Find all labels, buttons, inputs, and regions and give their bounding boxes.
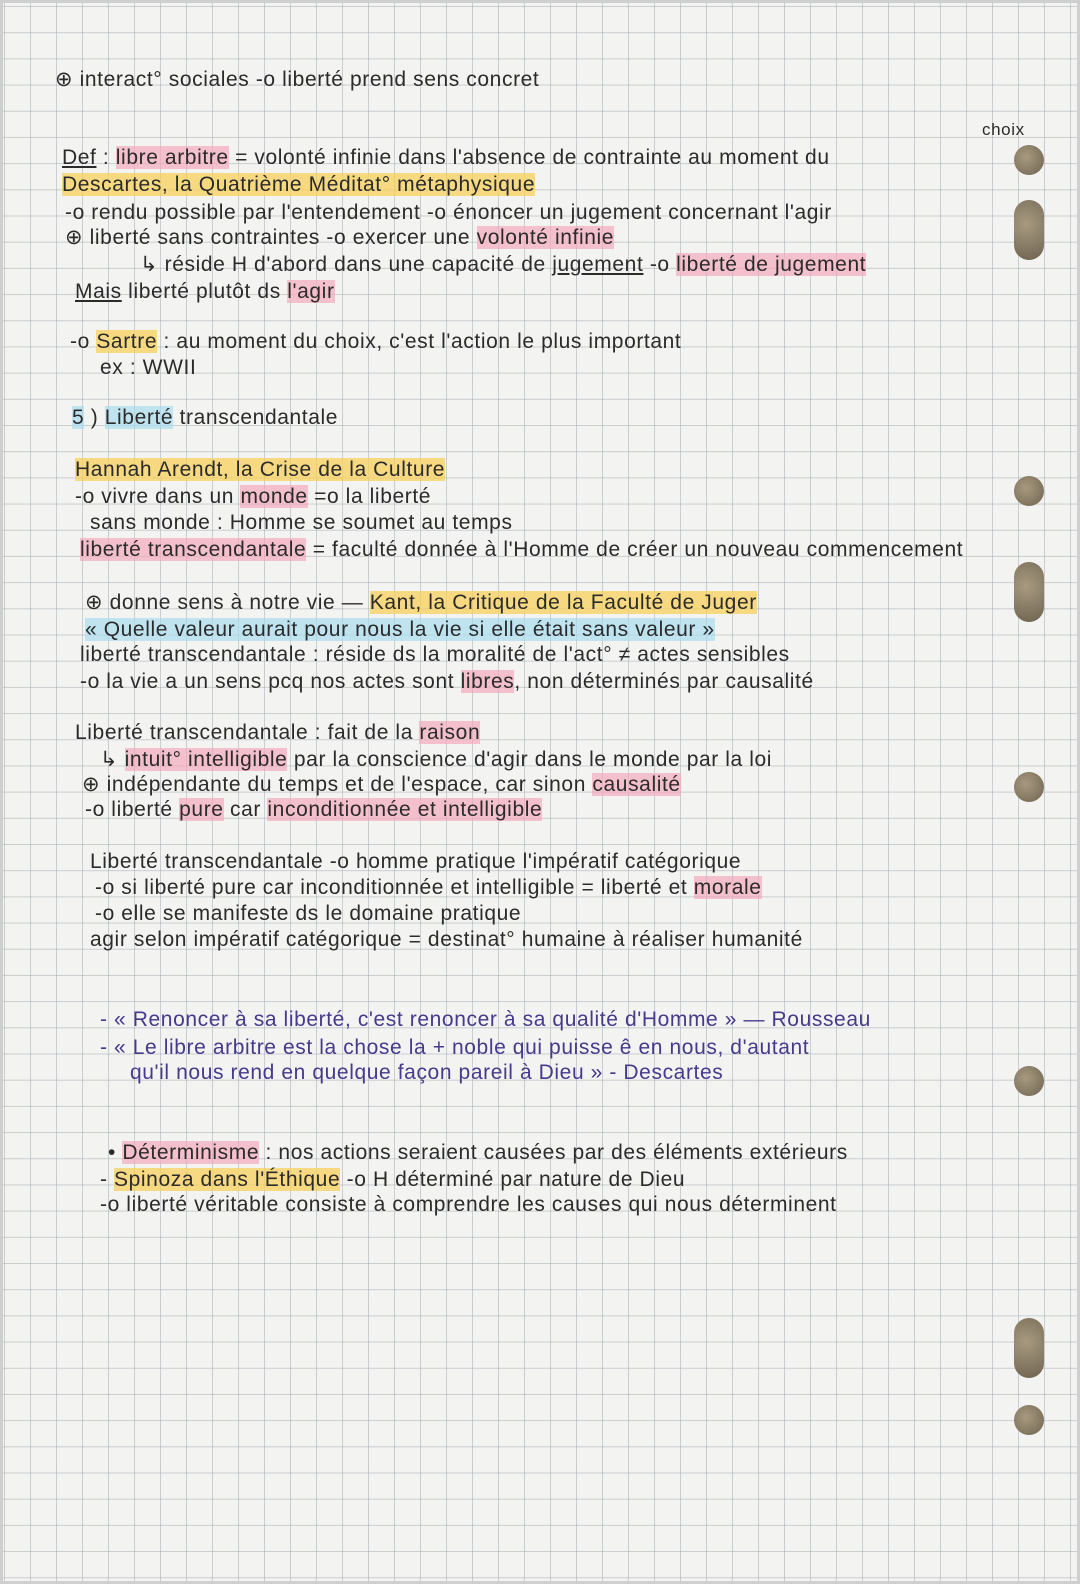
note-text: = faculté donnée à l'Homme de créer un nouveau commencement <box>306 538 964 561</box>
highlighted-text: morale <box>693 876 762 899</box>
note-text: : <box>96 146 116 169</box>
note-line <box>75 458 445 482</box>
note-line <box>85 618 715 642</box>
note-line <box>90 850 741 874</box>
note-text: par la conscience d'agir dans le monde par la loi <box>287 748 773 771</box>
note-line <box>95 902 521 926</box>
binder-hole <box>1014 562 1044 622</box>
highlighted-text: Spinoza dans l'Éthique <box>114 1168 341 1191</box>
note-line <box>85 591 757 615</box>
note-text: ↳ réside H d'abord dans une capacité de <box>140 253 553 276</box>
note-text: ⊕ donne sens à notre vie — <box>85 591 370 614</box>
highlighted-text: monde <box>240 485 308 508</box>
note-text: -o la vie a un sens pcq nos actes sont <box>80 670 461 693</box>
note-line <box>140 253 866 277</box>
note-text: -o <box>70 330 97 353</box>
highlighted-text: raison <box>419 721 481 744</box>
note-text: ⊕ interact° sociales -o liberté prend sens concret <box>55 68 540 91</box>
binder-hole <box>1014 1405 1044 1435</box>
highlighted-text: liberté transcendantale <box>80 538 307 561</box>
note-text: ) <box>84 406 105 429</box>
note-line <box>108 1141 848 1165</box>
note-text: -o H déterminé par nature de Dieu <box>340 1168 686 1191</box>
binder-hole <box>1014 772 1044 802</box>
note-line <box>55 68 539 92</box>
note-text: = volonté infinie dans l'absence de contrainte au moment du <box>228 146 830 169</box>
note-text: ⊕ indépendante du temps et de l'espace, car sinon <box>82 773 593 796</box>
note-text: liberté plutôt ds <box>121 280 288 303</box>
note-text: - « Renoncer à sa liberté, c'est renoncer à sa qualité d'Homme » — Rousseau <box>100 1008 871 1031</box>
note-line <box>75 280 335 304</box>
highlighted-text: l'agir <box>287 280 335 303</box>
underlined-text: Mais <box>75 280 122 303</box>
note-text: : nos actions seraient causées par des éléments extérieurs <box>259 1141 848 1164</box>
note-line <box>90 928 803 952</box>
note-text: • <box>108 1141 123 1164</box>
note-text: - <box>100 1168 115 1191</box>
note-line <box>65 226 614 250</box>
note-text: qu'il nous rend en quelque façon pareil à Dieu » - Descartes <box>130 1061 724 1084</box>
highlighted-text: pure <box>179 798 224 821</box>
note-text: : au moment du choix, c'est l'action le plus important <box>157 330 682 353</box>
note-text: - « Le libre arbitre est la chose la + noble qui puisse ê en nous, d'autant <box>100 1036 810 1059</box>
highlighted-text: Hannah Arendt, la Crise de la Culture <box>75 458 446 481</box>
note-text: liberté transcendantale : réside ds la moralité de l'act° ≠ actes sensibles <box>80 643 790 666</box>
highlighted-text: causalité <box>592 773 681 796</box>
note-line <box>100 356 196 380</box>
highlighted-text: libres <box>460 670 515 693</box>
note-line <box>100 1036 809 1060</box>
note-line <box>70 330 681 354</box>
note-line <box>95 876 762 900</box>
note-line <box>65 201 832 225</box>
note-line <box>100 748 772 772</box>
note-text: -o liberté <box>85 798 180 821</box>
note-line <box>75 485 431 509</box>
highlighted-text: liberté de jugement <box>676 253 867 276</box>
binder-hole <box>1014 145 1044 175</box>
note-line <box>72 406 338 430</box>
note-line <box>62 173 535 197</box>
note-text: -o <box>643 253 677 276</box>
note-text: car <box>223 798 268 821</box>
highlighted-text: Déterminisme <box>122 1141 260 1164</box>
note-text: -o si liberté pure car inconditionnée et intelligible = liberté et <box>95 876 694 899</box>
note-text: Liberté transcendantale : fait de la <box>75 721 420 744</box>
note-text: sans monde : Homme se soumet au temps <box>90 511 513 534</box>
underlined-text: Def <box>62 146 97 169</box>
note-line <box>80 538 963 562</box>
highlighted-text: 5 <box>72 406 85 429</box>
binder-hole <box>1014 200 1044 260</box>
note-text: ↳ <box>100 748 125 771</box>
highlighted-text: intuit° intelligible <box>124 748 288 771</box>
note-text: , non déterminés par causalité <box>514 670 814 693</box>
underlined-text: jugement <box>552 253 644 276</box>
note-line <box>80 643 790 667</box>
note-line <box>62 146 830 170</box>
highlighted-text: Descartes, la Quatrième Méditat° métaphysique <box>62 173 536 196</box>
highlighted-text: Kant, la Critique de la Faculté de Juger <box>369 591 757 614</box>
highlighted-text: « Quelle valeur aurait pour nous la vie si elle était sans valeur » <box>85 618 715 641</box>
note-text: =o la liberté <box>307 485 432 508</box>
highlighted-text: inconditionnée et intelligible <box>267 798 543 821</box>
note-text: -o liberté véritable consiste à comprendre les causes qui nous déterminent <box>100 1193 837 1216</box>
note-line <box>130 1061 723 1085</box>
note-line <box>75 721 480 745</box>
note-text: -o rendu possible par l'entendement -o énoncer un jugement concernant l'agir <box>65 201 832 224</box>
binder-hole <box>1014 1318 1044 1378</box>
binder-hole <box>1014 1066 1044 1096</box>
highlighted-text: Liberté <box>104 406 174 429</box>
note-line <box>82 773 681 797</box>
note-text: ⊕ liberté sans contraintes -o exercer une <box>65 226 477 249</box>
note-line <box>90 511 513 535</box>
note-line <box>85 798 542 822</box>
note-text: -o vivre dans un <box>75 485 241 508</box>
note-line <box>100 1008 871 1032</box>
note-line <box>982 118 1025 142</box>
note-text: choix <box>982 120 1025 139</box>
highlighted-text: Sartre <box>96 330 158 353</box>
note-text: ex : WWII <box>100 356 197 379</box>
note-text: transcendantale <box>173 406 339 429</box>
note-line <box>100 1193 837 1217</box>
highlighted-text: libre arbitre <box>115 146 229 169</box>
binder-hole <box>1014 476 1044 506</box>
note-text: -o elle se manifeste ds le domaine pratique <box>95 902 522 925</box>
note-text: Liberté transcendantale -o homme pratique l'impératif catégorique <box>90 850 742 873</box>
note-line <box>80 670 814 694</box>
note-text: agir selon impératif catégorique = destinat° humaine à réaliser humanité <box>90 928 803 951</box>
highlighted-text: volonté infinie <box>476 226 615 249</box>
note-line <box>100 1168 685 1192</box>
